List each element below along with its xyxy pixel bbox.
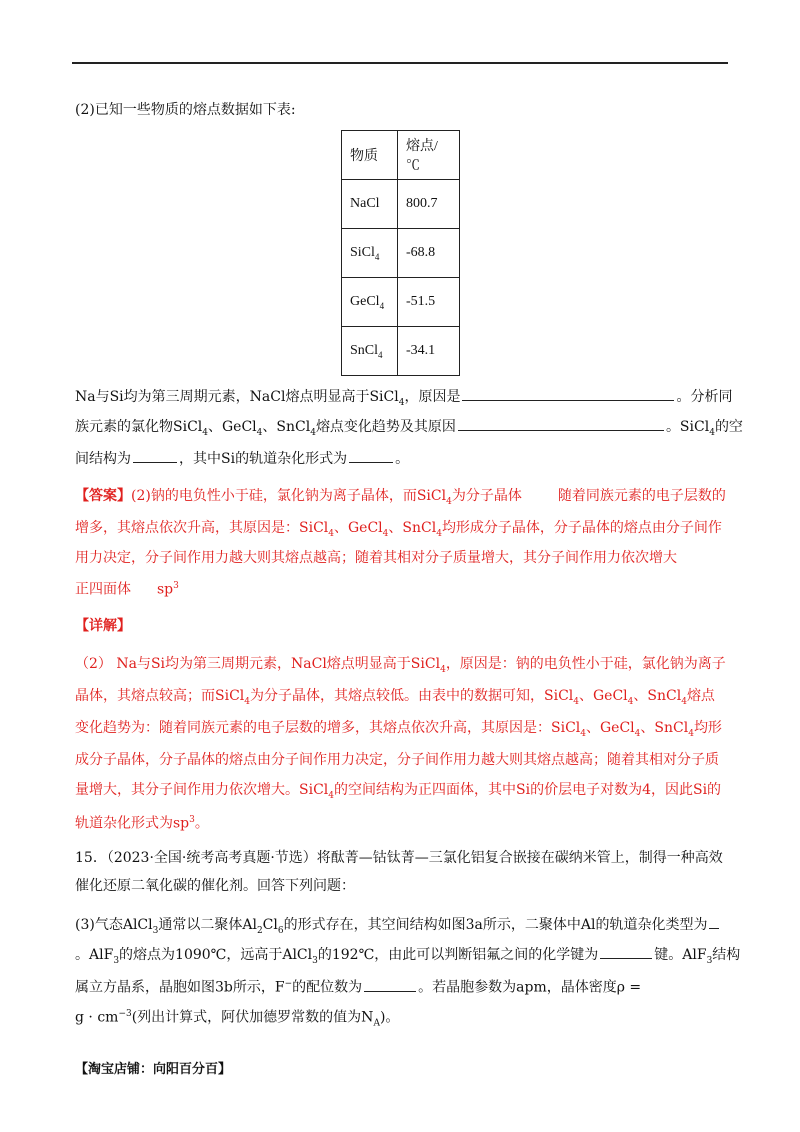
answer-label: 【答案】 <box>75 488 131 504</box>
table-cell-substance: SiCl$_4$ <box>342 229 398 278</box>
table-cell-substance: SnCl$_4$ <box>342 327 398 376</box>
answer-blank <box>364 977 416 992</box>
answer-blank <box>709 914 719 929</box>
table-cell-value: 800.7 <box>398 180 460 229</box>
explanation-label: 【详解】 <box>75 618 131 634</box>
header-rule <box>72 62 728 64</box>
footer-shop-label: 【淘宝店铺：向阳百分百】 <box>75 1062 232 1077</box>
table-row <box>342 229 460 278</box>
q15-line-1: 15．（2023·全国·统考高考真题·节选）将酞菁—钴钛菁—三氯化铝复合嵌接在碳纳米管上，制得一种高效 <box>75 850 723 866</box>
explanation-line-3: 变化趋势为：随着同族元素的电子层数的增多，其熔点依次升高，其原因是：SiCl$_4$、GeCl$_4$、SnCl$_4$均形 <box>75 720 722 739</box>
answer-line-3: 用力决定，分子间作用力越大则其熔点越高；随着其相对分子质量增大，其分子间作用力依次增大 <box>75 550 677 566</box>
answer-blank <box>133 448 177 463</box>
q15-line-2: 催化还原二氧化碳的催化剂。回答下列问题： <box>75 878 355 894</box>
table-row <box>342 327 460 376</box>
q15-line-5: 属立方晶系，晶胞如图3b所示，F−的配位数为 。若晶胞参数为apm，晶体密度ρ = <box>75 974 641 998</box>
answer-line-2: 增多，其熔点依次升高，其原因是：SiCl$_4$、GeCl$_4$、SnCl$_4$均形成分子晶体，分子晶体的熔点由分子间作 <box>75 520 722 539</box>
question-line-2: 族元素的氯化物SiCl$_4$、GeCl$_4$、SnCl$_4$熔点变化趋势及其原因 。SiCl$_4$的空 <box>75 416 743 443</box>
melting-point-table <box>341 130 460 376</box>
answer-blank <box>600 944 652 959</box>
explanation-line-5: 量增大，其分子间作用力依次增大。SiCl$_4$的空间结构为正四面体，其中Si的价层电子对数为4，因此Si的 <box>75 782 722 801</box>
table-cell-value: -34.1 <box>398 327 460 376</box>
table-row <box>342 278 460 327</box>
answer-blank <box>458 416 664 431</box>
table-cell-value: -51.5 <box>398 278 460 327</box>
q15-line-6: $g \cdot cm^{-3}$(列出计算式，阿伏加德罗常数的值为$N_A$)。 <box>75 1009 400 1029</box>
table-cell-substance: GeCl$_4$ <box>342 278 398 327</box>
table-cell-substance: NaCl <box>342 180 398 229</box>
table-cell-value: -68.8 <box>398 229 460 278</box>
question-line-3: 间结构为 ，其中Si的轨道杂化形式为 。 <box>75 448 409 469</box>
explanation-line-2: 晶体，其熔点较高；而SiCl$_4$为分子晶体，其熔点较低。由表中的数据可知，SiCl$_4$、GeCl$_4$、SnCl$_4$熔点 <box>75 688 715 707</box>
explanation-line-1: （2） Na与Si均为第三周期元素，NaCl熔点明显高于SiCl$_4$，原因是：钠的电负性小于硅，氯化钠为离子 <box>75 656 726 675</box>
answer-line-4: 正四面体 $sp^3$ <box>75 581 179 598</box>
table-header-cell: 熔点/℃ <box>398 131 460 180</box>
explanation-line-6: 轨道杂化形式为$sp^3$。 <box>75 815 209 832</box>
table-row <box>342 180 460 229</box>
answer-line-1: 【答案】(2)钠的电负性小于硅，氯化钠为离子晶体，而SiCl$_4$为分子晶体 随着同族元素的电子层数的 <box>75 488 726 507</box>
q2-intro: (2)已知一些物质的熔点数据如下表: <box>75 102 296 118</box>
answer-blank <box>349 448 393 463</box>
table-header-row <box>342 131 460 180</box>
answer-blank <box>462 386 674 401</box>
q15-line-3: (3)气态AlCl$_3$通常以二聚体$Al_2Cl_6$的形式存在，其空间结构如图3a所示，二聚体中Al的轨道杂化类型为 <box>75 914 721 941</box>
q15-line-4: 。AlF$_3$的熔点为1090℃，远高于AlCl$_3$的192℃，由此可以判断铝氟之间的化学键为 键。AlF$_3$结构 <box>75 944 740 971</box>
table-header-cell: 物质 <box>342 131 398 180</box>
question-line-1: Na与Si均为第三周期元素，NaCl熔点明显高于SiCl$_4$，原因是 。分析同 <box>75 386 732 413</box>
explanation-line-4: 成分子晶体，分子晶体的熔点由分子间作用力决定，分子间作用力越大则其熔点越高；随着其相对分子质 <box>75 752 719 768</box>
